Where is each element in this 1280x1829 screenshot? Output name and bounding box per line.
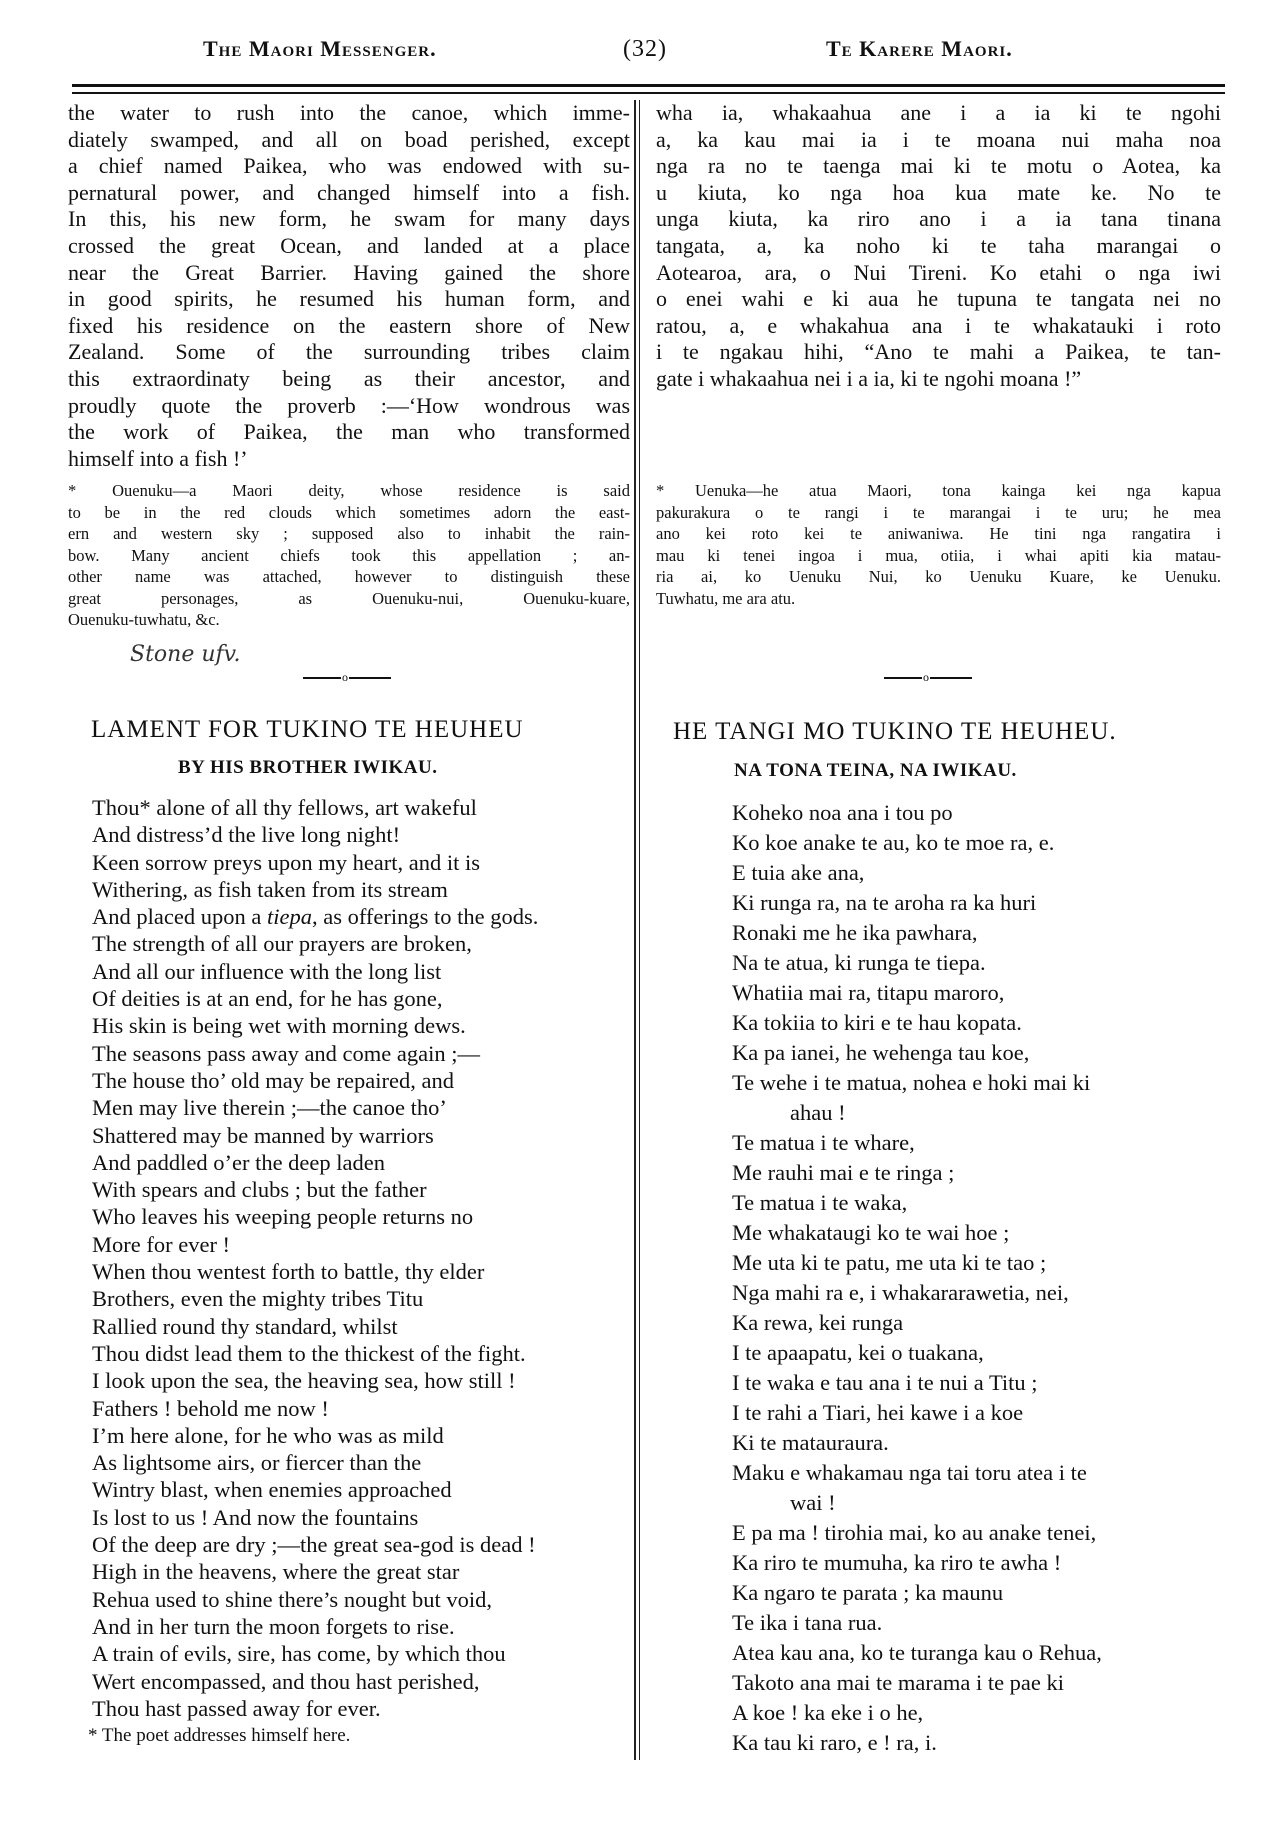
footnote-line: ano kei roto kei te aniwaniwa. He tini nga rangatira i (656, 524, 1221, 543)
prose-line: himself into a fish !’ (68, 445, 248, 471)
header-right-title: Te Karere Maori. (826, 36, 1013, 61)
poem-line: More for ever ! (92, 1231, 231, 1257)
footnote-line: bow. Many ancient chiefs took this appellation ; an- (68, 545, 630, 565)
poem-line: His skin is being wet with morning dews. (92, 1013, 466, 1039)
poem-line: And in her turn the moon forgets to rise. (92, 1613, 455, 1639)
page-number: (32) (623, 36, 667, 62)
prose-line: a, ka kau mai ia i te moana nui maha noa (656, 126, 1221, 152)
poem-line: And distress’d the live long night! (92, 822, 401, 848)
left-poem (92, 794, 538, 1722)
poem-line: Whatiia mai ra, titapu maroro, (732, 980, 1005, 1005)
poem-line: Wintry blast, when enemies approached (92, 1477, 452, 1503)
poem-line: Of the deep are dry ;—the great sea-god is dead ! (92, 1532, 536, 1558)
footnote-line: Tuwhatu, me ara atu. (656, 588, 796, 608)
poem-line: Thou didst lead them to the thickest of the fight. (92, 1340, 526, 1366)
poem-line: A koe ! ka eke i o he, (732, 1700, 924, 1725)
poem-line: Me rauhi mai e te ringa ; (732, 1160, 955, 1185)
footnote-line: great personages, as Ouenuku-nui, Ouenuku-kuare, (68, 588, 630, 608)
poem-line: Shattered may be manned by warriors (92, 1122, 434, 1148)
poem-line: Te matua i te waka, (732, 1190, 908, 1215)
header-rule-top (72, 84, 1225, 87)
left-footnote (68, 480, 630, 631)
prose-line: this extraordinaty being as their ancestor, and (68, 365, 630, 391)
poem-line: And all our influence with the long list (92, 958, 442, 984)
footnote-line: other name was attached, however to distinguish these (68, 567, 630, 586)
poem-line: Ronaki me he ika pawhara, (732, 920, 978, 945)
poem-line: Me whakataugi ko te wai hoe ; (732, 1220, 1010, 1245)
poem-line: I te apaapatu, kei o tuakana, (732, 1340, 984, 1365)
column-divider-inner (639, 100, 640, 1760)
poem-line: Is lost to us ! And now the fountains (92, 1504, 419, 1530)
prose-line: a chief named Paikea, who was endowed with su- (68, 153, 630, 179)
footnote-line: Ouenuku-tuwhatu, &c. (68, 610, 220, 629)
prose-line: the water to rush into the canoe, which imme- (68, 100, 630, 125)
poem-line: Me uta ki te patu, me uta ki te tao ; (732, 1250, 1047, 1275)
poem-line: wai ! (790, 1490, 836, 1515)
poem-line: I te rahi a Tiari, hei kawe i a koe (732, 1400, 1024, 1425)
poem-line: Ka tokiia to kiri e te hau kopata. (732, 1010, 1022, 1035)
poem-line: E pa ma ! tirohia mai, ko au anake tenei, (732, 1520, 1097, 1545)
poem-line: Wert encompassed, and thou hast perished, (92, 1668, 480, 1694)
poem-line: I look upon the sea, the heaving sea, how still ! (92, 1368, 516, 1394)
footnote-line: pakurakura o te rangi i te marangai i te uru; he mea (656, 502, 1221, 522)
poem-line: Thou* alone of all thy fellows, art wakeful (92, 795, 477, 820)
prose-line: the work of Paikea, the man who transformed (68, 419, 630, 445)
poem-line: Takoto ana mai te marama i te pae ki (732, 1670, 1065, 1695)
prose-line: In this, his new form, he swam for many days (68, 206, 630, 232)
poem-line: Te matua i te whare, (732, 1130, 915, 1155)
poem-line: Who leaves his weeping people returns no (92, 1204, 474, 1230)
poem-line: Keen sorrow preys upon my heart, and it is (92, 849, 481, 875)
prose-line: diately swamped, and all on boad perished, except (68, 126, 630, 152)
prose-line: unga kiuta, ka riro ano i a ia tana tinana (656, 206, 1221, 232)
poem-line: Koheko noa ana i tou po (732, 800, 953, 825)
poem-line: E tuia ake ana, (732, 860, 865, 885)
poem-line: High in the heavens, where the great star (92, 1559, 460, 1585)
prose-line: u kiuta, ko nga hoa kua mate ke. No te (656, 179, 1221, 205)
prose-line: near the Great Barrier. Having gained the shore (68, 259, 630, 285)
right-prose (656, 100, 1221, 393)
poem-line: Atea kau ana, ko te turanga kau o Rehua, (732, 1640, 1102, 1665)
poem-line: Na te atua, ki runga te tiepa. (732, 950, 986, 975)
prose-line: tangata, a, ka noho ki te taha marangai o (656, 232, 1221, 258)
footnote-line: ria ai, ko Uenuku Nui, ko Uenuku Kuare, ke Uenuku. (656, 567, 1221, 586)
left-poem-subtitle: BY HIS BROTHER IWIKAU. (178, 757, 438, 778)
poem-line: And paddled o’er the deep laden (92, 1149, 386, 1175)
poem-line: The house tho’ old may be repaired, and (92, 1067, 454, 1093)
footnote-line: * Ouenuku—a Maori deity, whose residence is said (68, 481, 630, 500)
separator-ornament: o (342, 670, 348, 684)
left-poem-footnote: * The poet addresses himself here. (88, 1725, 351, 1746)
prose-line: proudly quote the proverb :—‘How wondrous was (68, 392, 630, 418)
poem-line: The seasons pass away and come again ;— (92, 1040, 481, 1066)
poem-line: Fathers ! behold me now ! (92, 1395, 329, 1421)
handwritten-annotation: Stone ufv. (130, 642, 241, 667)
prose-line: wha ia, whakaahua ane i a ia ki te ngohi (656, 100, 1221, 125)
prose-line: pernatural power, and changed himself into a fish. (68, 179, 630, 205)
poem-line: Ka rewa, kei runga (732, 1310, 904, 1335)
poem-line: The strength of all our prayers are broken, (92, 931, 472, 957)
poem-line: Ki runga ra, na te aroha ra ka huri (732, 890, 1037, 915)
prose-line: Aotearoa, ara, o Nui Tireni. Ko etahi o nga iwi (656, 259, 1221, 285)
poem-line: Ki te matauraura. (732, 1430, 889, 1455)
poem-line: With spears and clubs ; but the father (92, 1177, 427, 1203)
poem-line: When thou wentest forth to battle, thy elder (92, 1259, 485, 1285)
italic-word: tiepa (266, 904, 312, 930)
poem-line: Withering, as fish taken from its stream (92, 876, 448, 902)
poem-line: Ka tau ki raro, e ! ra, i. (732, 1730, 937, 1755)
poem-line: A train of evils, sire, has come, by which thou (92, 1641, 506, 1667)
poem-line: I te waka e tau ana i te nui a Titu ; (732, 1370, 1038, 1395)
poem-line: Men may live therein ;—the canoe tho’ (92, 1095, 447, 1121)
prose-line: Zealand. Some of the surrounding tribes claim (68, 339, 630, 365)
prose-line: o enei wahi e ki aua he tupuna te tangata nei no (656, 286, 1221, 312)
poem-line: Rehua used to shine there’s nought but void, (92, 1586, 492, 1612)
footnote-line: ern and western sky ; supposed also to inhabit the rain- (68, 524, 630, 543)
column-divider (634, 100, 636, 1760)
header-rule-bottom (72, 92, 1225, 94)
prose-line: gate i whakaahua nei i a ia, ki te ngohi moana !” (656, 365, 1082, 391)
poem-line: Nga mahi ra e, i whakararawetia, nei, (732, 1280, 1069, 1305)
left-prose (68, 100, 630, 472)
poem-line: I’m here alone, for he who was as mild (92, 1422, 444, 1448)
right-poem-subtitle: NA TONA TEINA, NA IWIKAU. (734, 760, 1017, 781)
right-separator (884, 670, 972, 684)
right-poem (732, 798, 1102, 1758)
poem-line: And placed upon a tiepa, as offerings to the gods. (92, 904, 539, 930)
poem-line: Thou hast passed away for ever. (92, 1695, 381, 1721)
poem-line: Ko koe anake te au, ko te moe ra, e. (732, 830, 1055, 855)
footnote-line: mau ki tenei ingoa i mua, otiia, i whai apiti kia matau- (656, 545, 1221, 565)
right-poem-title: HE TANGI MO TUKINO TE HEUHEU. (673, 718, 1117, 745)
footnote-line: to be in the red clouds which sometimes adorn the east- (68, 502, 630, 522)
poem-line: ahau ! (790, 1100, 846, 1125)
poem-line: Of deities is at an end, for he has gone, (92, 986, 443, 1012)
poem-line: Ka riro te mumuha, ka riro te awha ! (732, 1550, 1062, 1575)
separator-ornament: o (923, 670, 929, 684)
prose-line: in good spirits, he resumed his human form, and (68, 286, 630, 312)
footnote-line: * Uenuka—he atua Maori, tona kainga kei nga kapua (656, 481, 1221, 500)
prose-line: nga ra no te taenga mai ki te motu o Aotea, ka (656, 153, 1221, 179)
poem-line: Te ika i tana rua. (732, 1610, 883, 1635)
poem-line: Rallied round thy standard, whilst (92, 1313, 398, 1339)
prose-line: crossed the great Ocean, and landed at a place (68, 232, 630, 258)
right-footnote (656, 480, 1221, 609)
left-poem-title: LAMENT FOR TUKINO TE HEUHEU (91, 716, 524, 743)
prose-line: i te ngakau hihi, “Ano te mahi a Paikea, te tan- (656, 339, 1221, 365)
prose-line: fixed his residence on the eastern shore of New (68, 312, 630, 338)
header-left-title: The Maori Messenger. (203, 36, 437, 61)
poem-line: Te wehe i te matua, nohea e hoki mai ki (732, 1070, 1091, 1095)
poem-line: Ka ngaro te parata ; ka maunu (732, 1580, 1004, 1605)
poem-line: Brothers, even the mighty tribes Titu (92, 1286, 424, 1312)
prose-line: ratou, a, e whakahua ana i te whakatauki i roto (656, 312, 1221, 338)
poem-line: As lightsome airs, or fiercer than the (92, 1450, 422, 1476)
poem-line: Maku e whakamau nga tai toru atea i te (732, 1460, 1087, 1485)
poem-line: Ka pa ianei, he wehenga tau koe, (732, 1040, 1030, 1065)
left-separator (303, 670, 391, 684)
